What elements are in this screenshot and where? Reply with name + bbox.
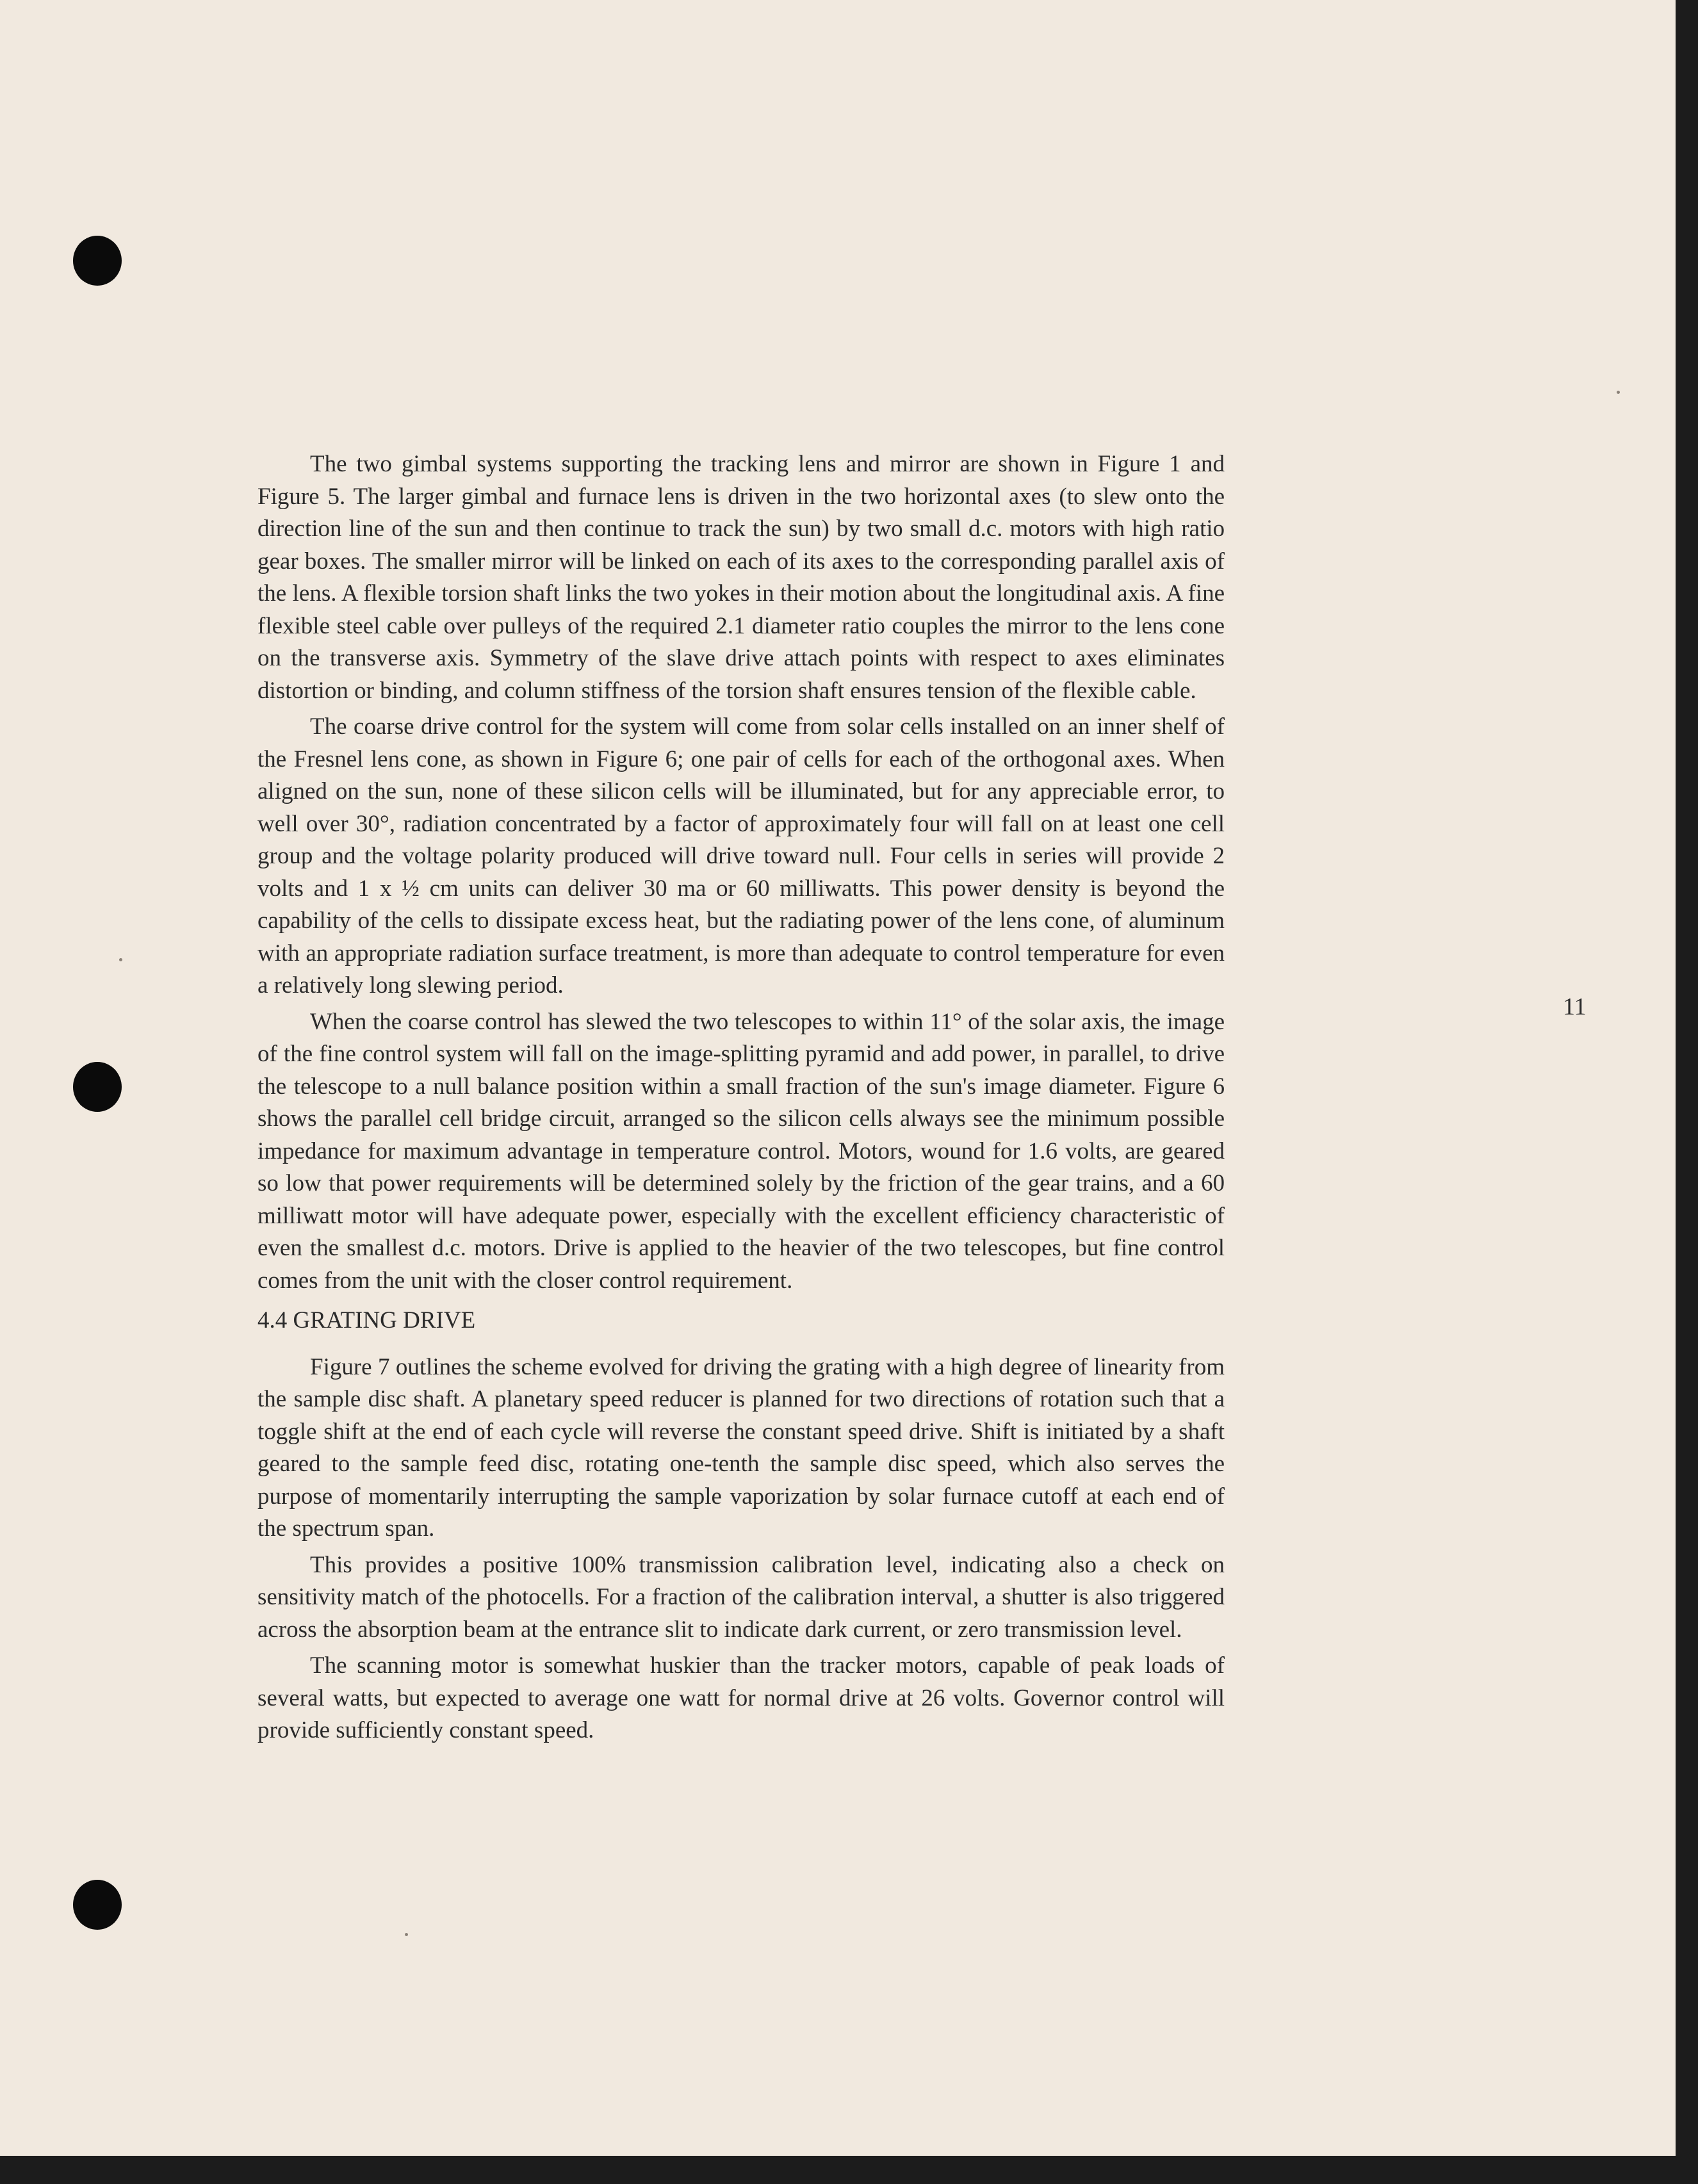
page-number: 11 (1563, 993, 1587, 1020)
paragraph-scanning-motor: The scanning motor is somewhat huskier than the tracker motors, capable of peak loads of several watts, but expected to average one watt for normal drive at 26 volts. Governor control will provide sufficiently constant speed. (257, 1652, 1225, 1743)
section-heading: 4.4 GRATING DRIVE (257, 1307, 476, 1333)
binder-hole-bottom (73, 1880, 122, 1930)
binder-hole-top (73, 236, 122, 286)
paragraph-coarse-drive: The coarse drive control for the system will come from solar cells installed on an inner shelf of the Fresnel lens cone, as shown in Figure 6; one pair of cells for each of the orthogonal axes. When aligned on the sun, none of these silicon cells will be illuminated, but for any appreciable error, to well over 30°, radiation concentrated by a factor of approximately four will fall on at least one cell group and the voltage polarity produced will drive toward null. Four cells in series will provide 2 volts and 1 x ½ cm units can deliver 30 ma or 60 milliwatts. This power density is beyond the capability of the cells to dissipate excess heat, but the radiating power of the lens cone, of aluminum with an appropriate radiation surface treatment, is more than adequate to control temperature for even a relatively long slewing period. (257, 713, 1225, 998)
paragraph-calibration: This provides a positive 100% transmission calibration level, indicating also a check on sensitivity match of the photocells. For a fraction of the calibration interval, a shutter is also triggered across the absorption beam at the entrance slit to indicate dark current, or zero transmission level. (257, 1551, 1225, 1643)
paragraph-fine-control: When the coarse control has slewed the two telescopes to within 11° of the solar axis, the image of the fine control system will fall on the image-splitting pyramid and add power, in parallel, to drive the telescope to a null balance position within a small fraction of the sun's image diameter. Figure 6 shows the parallel cell bridge circuit, arranged so the silicon cells always see the minimum possible impedance for maximum advantage in temperature control. Motors, wound for 1.6 volts, are geared so low that power requirements will be determined solely by the friction of the gear trains, and a 60 milliwatt motor will have adequate power, especially with the excellent efficiency characteristic of even the smallest d.c. motors. Drive is applied to the heavier of the two telescopes, but fine control comes from the unit with the closer control requirement. (257, 1008, 1225, 1294)
paragraph-grating-scheme: Figure 7 outlines the scheme evolved for driving the grating with a high degree of linearity from the sample disc shaft. A planetary speed reducer is planned for two directions of rotation such that a toggle shift at the end of each cycle will reverse the constant speed drive. Shift is initiated by a shaft geared to the sample feed disc, rotating one-tenth the sample disc speed, which also serves the purpose of momentarily interrupting the sample vaporization by solar furnace cutoff at each end of the spectrum span. (257, 1353, 1225, 1542)
paper-speck (1617, 391, 1620, 394)
paper-speck (405, 1933, 408, 1936)
body-text (257, 448, 1225, 1751)
binder-hole-middle (73, 1062, 122, 1112)
paper-speck (119, 958, 122, 961)
paragraph-gimbal-systems: The two gimbal systems supporting the tracking lens and mirror are shown in Figure 1 and Figure 5. The larger gimbal and furnace lens is driven in the two horizontal axes (to slew onto the direction line of the sun and then continue to track the sun) by two small d.c. motors with high ratio gear boxes. The smaller mirror will be linked on each of its axes to the corresponding parallel axis of the lens. A flexible torsion shaft links the two yokes in their motion about the longitudinal axis. A fine flexible steel cable over pulleys of the required 2.1 diameter ratio couples the mirror to the lens cone on the transverse axis. Symmetry of the slave drive attach points with respect to axes eliminates distortion or binding, and column stiffness of the torsion shaft ensures tension of the flexible cable. (257, 451, 1225, 704)
